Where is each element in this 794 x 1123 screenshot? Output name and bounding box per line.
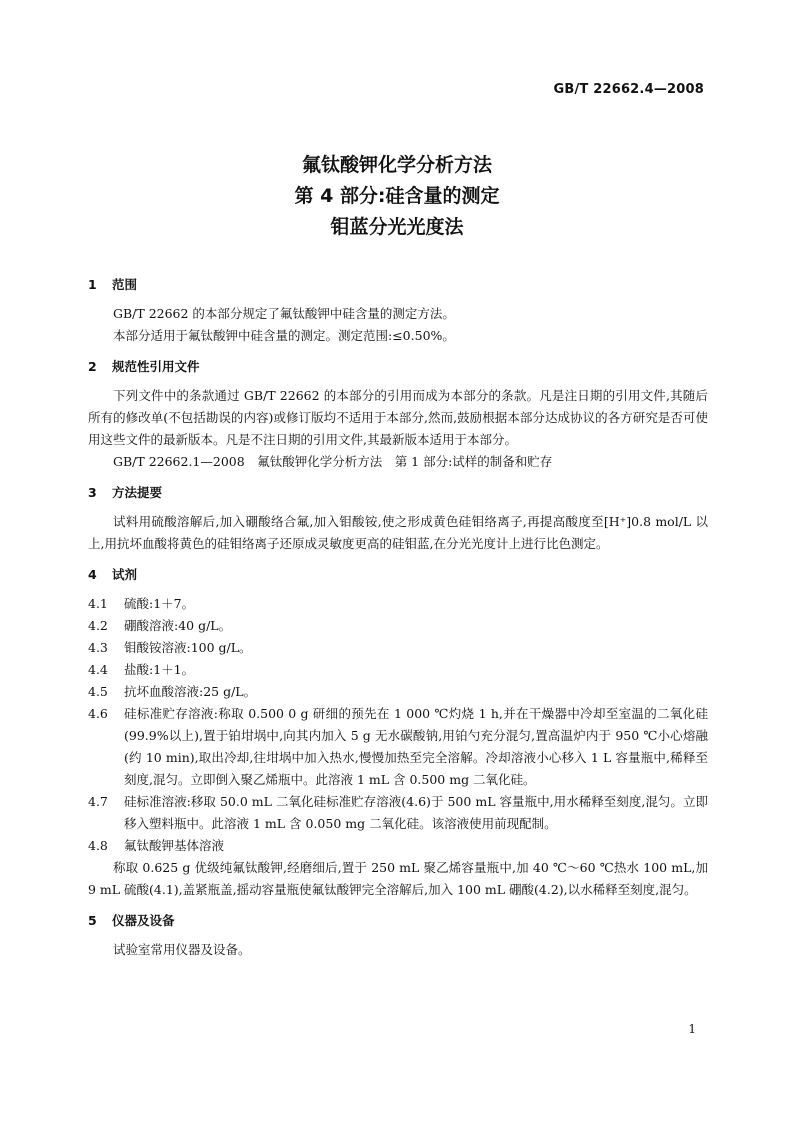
reagent-item — [88, 681, 708, 703]
item-text: 氟钛酸钾基体溶液 — [124, 838, 225, 853]
section-number: 1 — [88, 277, 97, 292]
reagent-item — [88, 659, 708, 681]
item-number: 4.4 — [88, 662, 108, 677]
item-number: 4.6 — [88, 706, 108, 721]
paragraph: 试料用硫酸溶解后,加入硼酸络合氟,加入钼酸铵,使之形成黄色硅钼络离子,再提高酸度至[H⁺]0.8 mol/L 以上,用抗坏血酸将黄色的硅钼络离子还原成灵敏度更高的硅钼蓝,在分光光度计上进行比色测定。 — [88, 514, 708, 551]
item-number: 4.3 — [88, 640, 108, 655]
reagent-item — [88, 637, 708, 659]
item-number: 4.7 — [88, 794, 108, 809]
reagent-item — [88, 615, 708, 637]
paragraph: GB/T 22662 的本部分规定了氟钛酸钾中硅含量的测定方法。 — [113, 306, 455, 321]
section-method-summary — [88, 483, 708, 555]
section-scope — [88, 275, 708, 347]
title-line-3: 钼蓝分光光度法 — [330, 216, 464, 238]
document-title — [0, 150, 794, 243]
section-heading — [88, 911, 708, 931]
reagent-item — [88, 703, 708, 791]
section-number: 3 — [88, 485, 97, 500]
title-line-1: 氟钛酸钾化学分析方法 — [301, 154, 492, 176]
section-number: 4 — [88, 567, 97, 582]
title-line-2: 第 4 部分:硅含量的测定 — [294, 185, 500, 207]
reagent-item — [88, 593, 708, 615]
item-text: 硫酸:1＋7。 — [124, 596, 195, 611]
paragraph: 试验室常用仪器及设备。 — [113, 942, 251, 957]
section-normative-references — [88, 357, 708, 473]
item-number: 4.5 — [88, 684, 108, 699]
reagent-item — [88, 835, 708, 857]
item-number: 4.1 — [88, 596, 108, 611]
section-heading — [88, 483, 708, 503]
item-number: 4.2 — [88, 618, 108, 633]
section-heading — [88, 565, 708, 585]
item-text: 钼酸铵溶液:100 g/L。 — [124, 640, 252, 655]
document-body — [88, 275, 708, 971]
reagent-item — [88, 791, 708, 835]
reference-entry: GB/T 22662.1—2008 氟钛酸钾化学分析方法 第 1 部分:试样的制备和贮存 — [113, 454, 553, 469]
item-text: 抗坏血酸溶液:25 g/L。 — [124, 684, 257, 699]
section-heading — [88, 357, 708, 377]
standard-number: GB/T 22662.4—2008 — [553, 82, 704, 97]
page-number: 1 — [688, 1022, 696, 1036]
section-title: 规范性引用文件 — [112, 359, 200, 374]
item-number: 4.8 — [88, 838, 108, 853]
section-title: 仪器及设备 — [112, 913, 175, 928]
section-title: 范围 — [112, 277, 138, 292]
section-reagents — [88, 565, 708, 901]
section-number: 2 — [88, 359, 97, 374]
section-number: 5 — [88, 913, 97, 928]
section-heading — [88, 275, 708, 295]
section-title: 试剂 — [112, 567, 138, 582]
item-text: 硅标准溶液:移取 50.0 mL 二氧化硅标准贮存溶液(4.6)于 500 mL 容量瓶中,用水稀释至刻度,混匀。立即移入塑料瓶中。此溶液 1 mL 含 0.050 mg 二氧化硅。该溶液使用前现配制。 — [124, 794, 708, 831]
section-apparatus — [88, 911, 708, 961]
section-title: 方法提要 — [112, 485, 163, 500]
paragraph: 本部分适用于氟钛酸钾中硅含量的测定。测定范围:≤0.50%。 — [113, 328, 455, 343]
item-text: 硼酸溶液:40 g/L。 — [124, 618, 232, 633]
item-text: 盐酸:1＋1。 — [124, 662, 195, 677]
paragraph: 下列文件中的条款通过 GB/T 22662 的本部分的引用而成为本部分的条款。凡是注日期的引用文件,其随后所有的修改单(不包括勘误的内容)或修订版均不适用于本部分,然而,鼓励根据本部分达成协议的各方研究是否可使用这些文件的最新版本。凡是不注日期的引用文件,其最新版本适用于本部分。 — [88, 388, 708, 447]
paragraph: 称取 0.625 g 优级纯氟钛酸钾,经磨细后,置于 250 mL 聚乙烯容量瓶中,加 40 ℃～60 ℃热水 100 mL,加 9 mL 硫酸(4.1),盖紧瓶盖,摇动容量瓶使氟钛酸钾完全溶解后,加入 100 mL 硼酸(4.2),以水稀释至刻度,混匀。 — [88, 860, 708, 897]
item-text: 硅标准贮存溶液:称取 0.500 0 g 研细的预先在 1 000 ℃灼烧 1 h,并在干燥器中冷却至室温的二氧化硅(99.9%以上),置于铂坩埚中,向其内加入 5 g 无水碳酸钠,用铂勺充分混匀,置高温炉内于 950 ℃小心熔融(约 10 min),取出冷却,往坩埚中加入热水,慢慢加热至完全溶解。冷却溶液小心移入 1 L 容量瓶中,稀释至刻度,混匀。立即倒入聚乙烯瓶中。此溶液 1 mL 含 0.500 mg 二氧化硅。 — [124, 706, 708, 787]
